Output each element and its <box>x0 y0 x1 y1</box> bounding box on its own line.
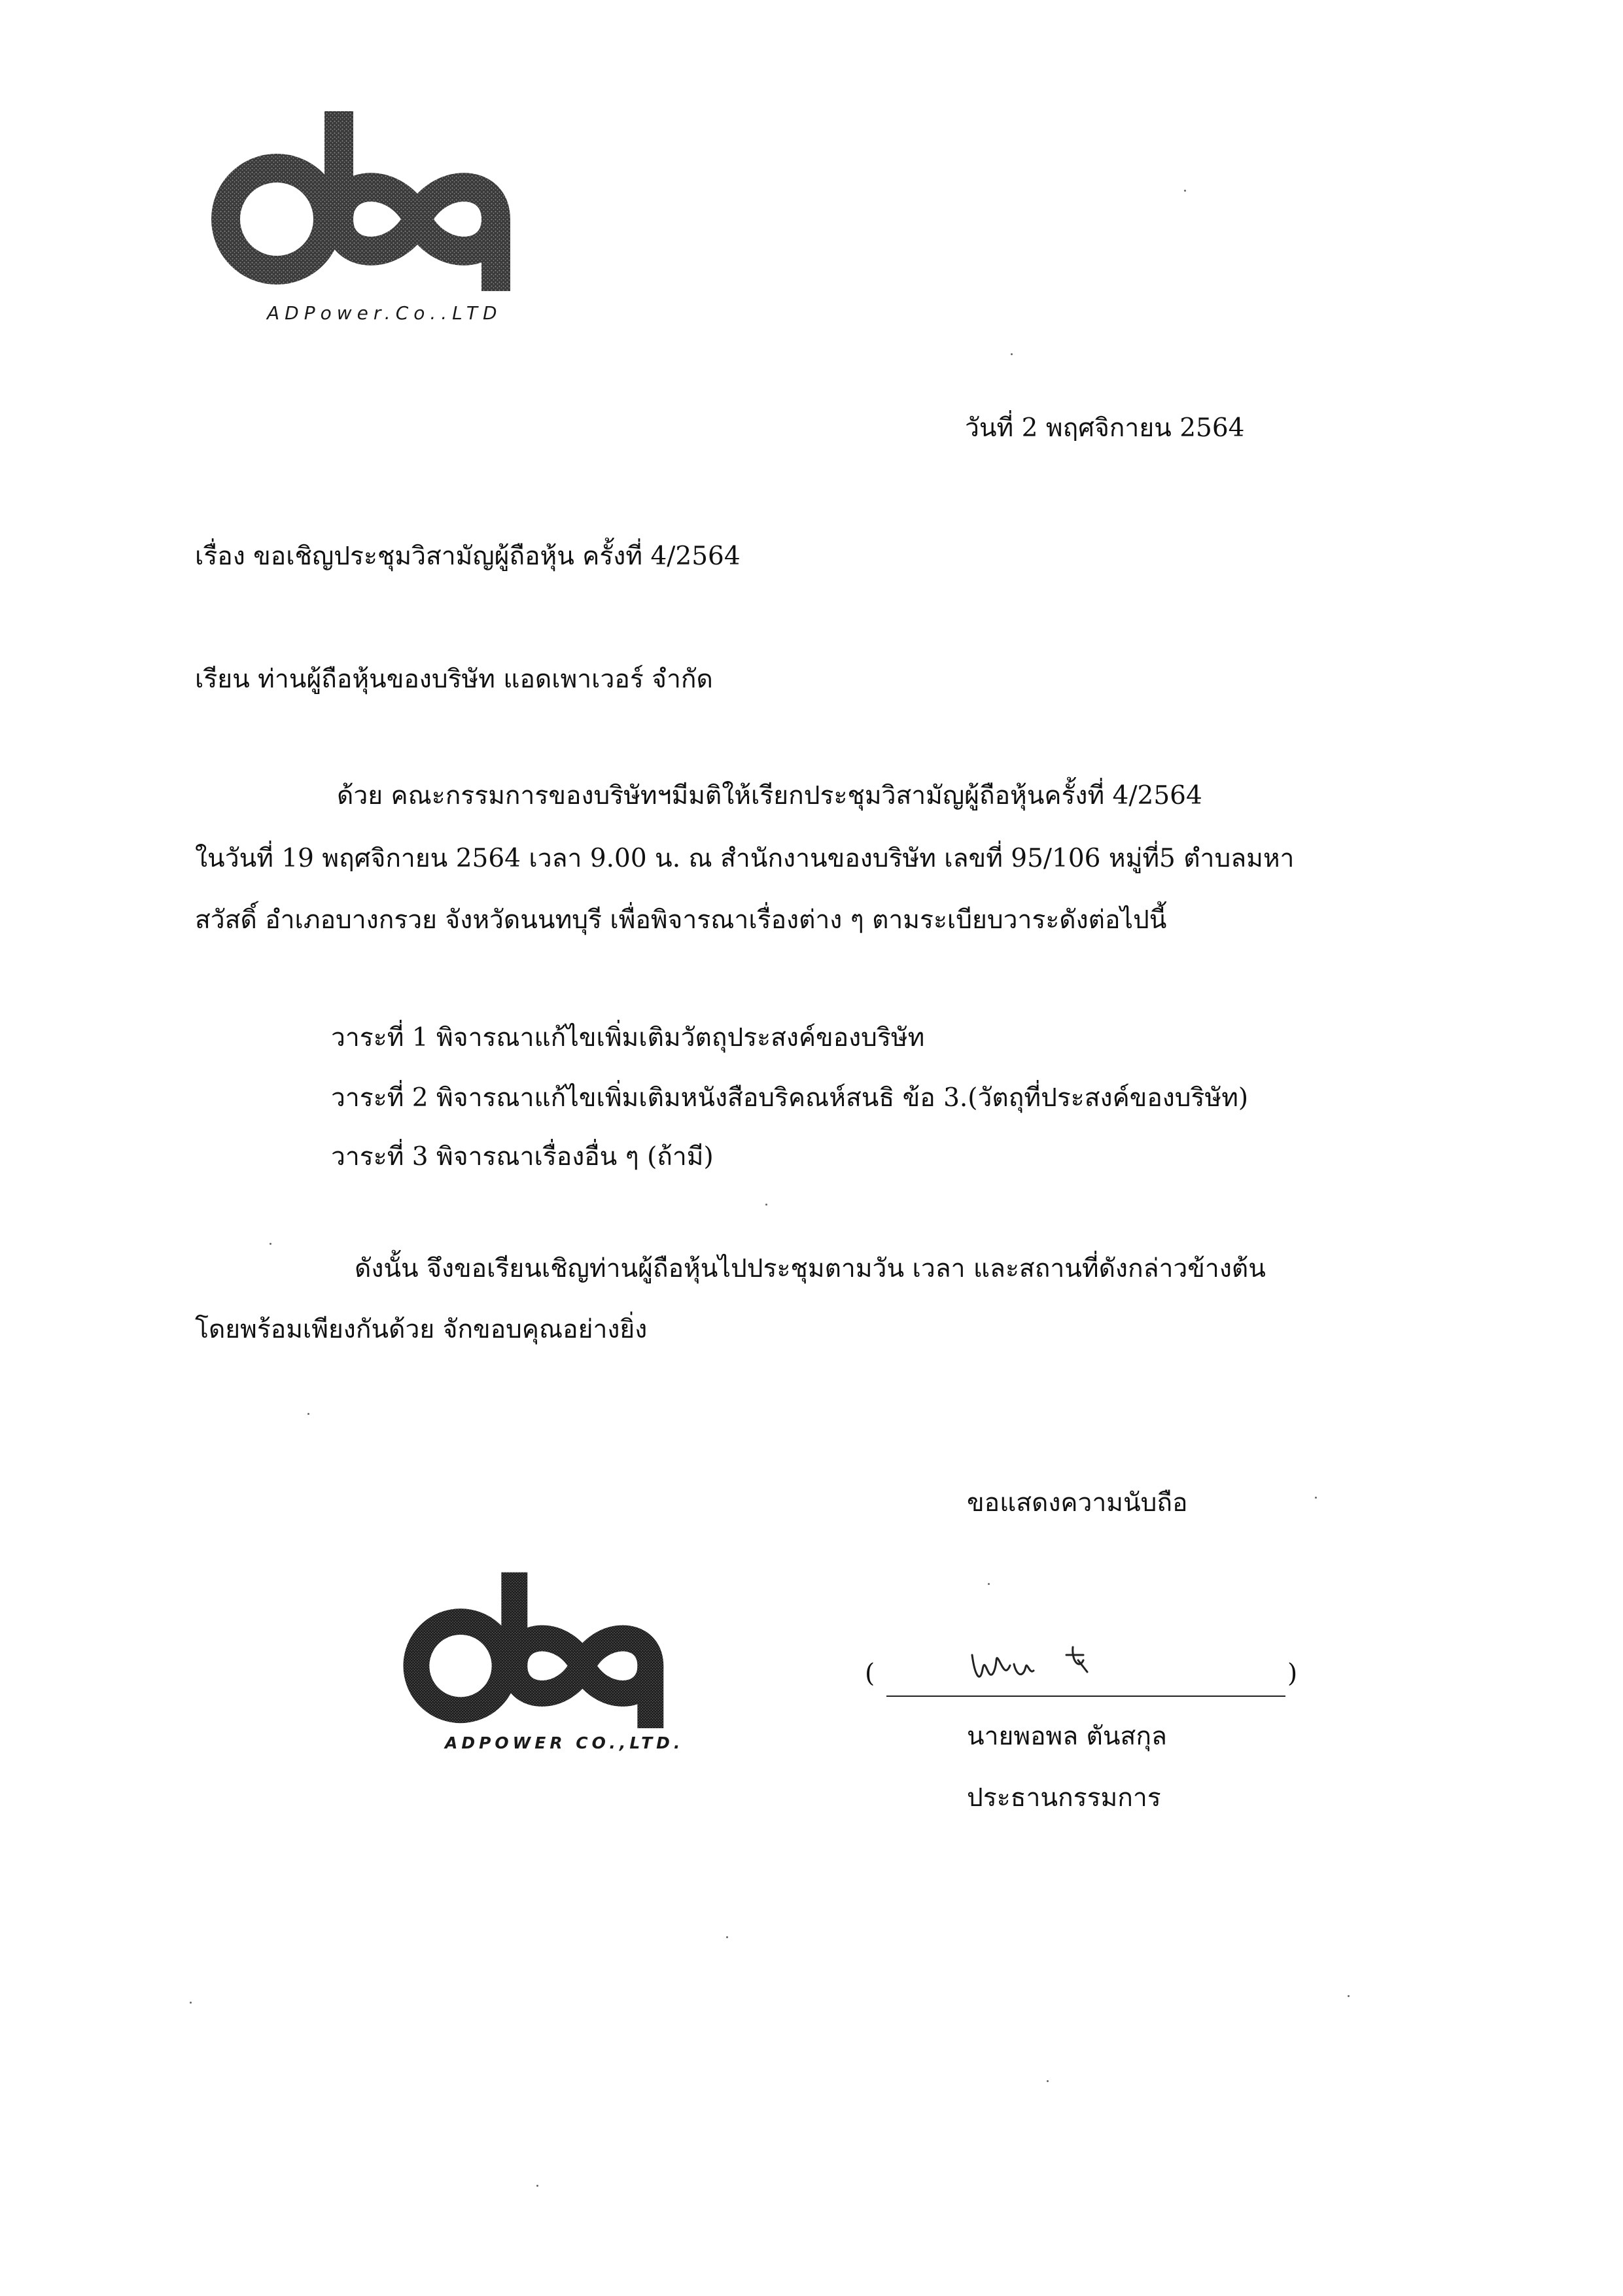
signature-paren-close: ) <box>1287 1659 1298 1688</box>
scan-speck <box>765 1204 767 1206</box>
body-line-1: ด้วย คณะกรรมการของบริษัทฯมีมติให้เรียกประชุมวิสามัญผู้ถือหุ้นครั้งที่ 4/2564 <box>337 781 1202 810</box>
signature-line <box>886 1696 1285 1697</box>
agenda-item-1: วาระที่ 1 พิจารณาแก้ไขเพิ่มเติมวัตถุประสงค์ของบริษัท <box>331 1023 925 1052</box>
scan-speck <box>1184 190 1186 192</box>
scan-speck <box>190 2002 192 2004</box>
agenda-item-3: วาระที่ 3 พิจารณาเรื่องอื่น ๆ (ถ้ามี) <box>331 1142 714 1172</box>
signer-title: ประธานกรรมการ <box>967 1783 1161 1813</box>
stamp-caption: ADPOWER CO.,LTD. <box>445 1733 684 1752</box>
letter-salutation: เรียน ท่านผู้ถือหุ้นของบริษัท แอดเพาเวอร์ จำกัด <box>195 665 713 694</box>
agenda-item-2: วาระที่ 2 พิจารณาแก้ไขเพิ่มเติมหนังสือบริคณห์สนธิ ข้อ 3.(วัตถุที่ประสงค์ของบริษัท) <box>331 1083 1249 1113</box>
signature-paren-open: ( <box>865 1659 875 1688</box>
scan-speck <box>1348 1995 1350 1997</box>
letter-date: วันที่ 2 พฤศจิกายน 2564 <box>965 413 1245 443</box>
scan-speck <box>1315 1497 1317 1499</box>
scan-speck <box>988 1583 990 1585</box>
body-line-3: สวัสดิ์ อำเภอบางกรวย จังหวัดนนทบุรี เพื่อพิจารณาเรื่องต่าง ๆ ตามระเบียบวาระดังต่อไปนี้ <box>195 905 1167 935</box>
closing-line-1: ดังนั้น จึงขอเรียนเชิญท่านผู้ถือหุ้นไปประชุมตามวัน เวลา และสถานที่ดังกล่าวข้างต้น <box>355 1254 1266 1283</box>
closing-line-2: โดยพร้อมเพียงกันด้วย จักขอบคุณอย่างยิ่ง <box>195 1315 648 1344</box>
scan-speck <box>536 2185 538 2187</box>
scan-speck <box>307 1413 309 1415</box>
letterhead-logo <box>208 105 561 301</box>
company-stamp <box>400 1567 708 1737</box>
scan-speck <box>726 1936 728 1938</box>
scan-speck <box>1047 2080 1049 2082</box>
signer-name: นายพอพล ตันสกุล <box>967 1722 1167 1751</box>
handwritten-signature <box>968 1635 1132 1694</box>
letter-subject: เรื่อง ขอเชิญประชุมวิสามัญผู้ถือหุ้น ครั้งที่ 4/2564 <box>195 542 741 571</box>
letterhead-caption: ADPower.Co..LTD <box>267 302 502 324</box>
scan-speck <box>270 1243 271 1245</box>
body-line-2: ในวันที่ 19 พฤศจิกายน 2564 เวลา 9.00 น. ณ สำนักงานของบริษัท เลขที่ 95/106 หมู่ที่5 ตำบลมหา <box>195 844 1295 873</box>
complimentary-close: ขอแสดงความนับถือ <box>967 1488 1188 1518</box>
scan-speck <box>1011 353 1013 355</box>
